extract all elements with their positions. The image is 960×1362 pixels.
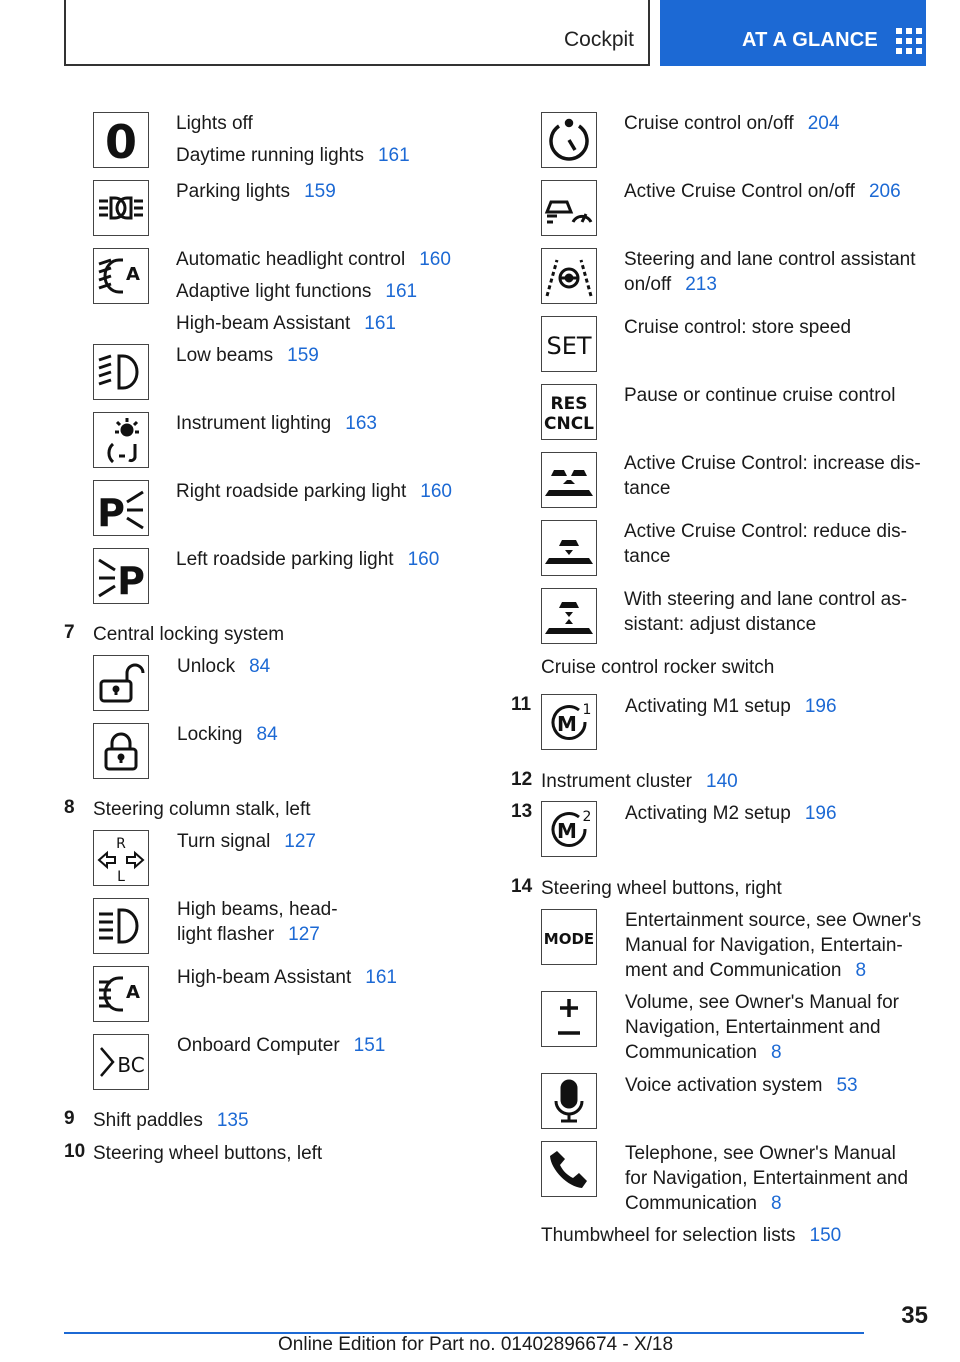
steering-stalk-heading: Steering column stalk, left xyxy=(93,799,311,820)
page-ref-link[interactable]: 135 xyxy=(216,1110,249,1131)
instrument-cluster-entry xyxy=(541,769,738,794)
item-number: 9 xyxy=(64,1108,75,1129)
svg-text:CNCL: CNCL xyxy=(543,414,595,434)
svg-text:A: A xyxy=(126,264,140,285)
page-ref-link[interactable]: 160 xyxy=(419,249,451,270)
m2-setup-icon xyxy=(541,801,597,857)
telephone-label-line3: Communication xyxy=(625,1193,757,1214)
res-cncl-icon xyxy=(541,384,597,440)
left-parking-light-label: Left roadside parking light xyxy=(176,549,394,570)
lights-off-icon xyxy=(93,112,149,168)
page-ref-link[interactable]: 160 xyxy=(407,549,440,570)
shift-paddles-label: Shift paddles xyxy=(93,1110,203,1131)
chapter-tab[interactable] xyxy=(660,0,926,66)
parking-lights-icon xyxy=(93,180,149,236)
mode-entry xyxy=(625,958,866,983)
page-ref-link[interactable]: 161 xyxy=(365,967,397,988)
lock-icon xyxy=(93,723,149,779)
left-parking-light-entry xyxy=(176,547,439,572)
page-ref-link[interactable]: 53 xyxy=(836,1075,858,1096)
page-ref-link[interactable]: 206 xyxy=(868,181,901,202)
right-parking-light-icon xyxy=(93,480,149,536)
left-parking-light-icon xyxy=(93,548,149,604)
high-beam-assistant-entry xyxy=(176,311,396,336)
svg-text:2: 2 xyxy=(582,809,592,825)
volume-icon xyxy=(541,991,597,1047)
item-number: 10 xyxy=(64,1141,86,1162)
locking-entry xyxy=(177,722,278,747)
svg-text:P: P xyxy=(117,559,145,602)
section-tab xyxy=(64,0,650,66)
voice-activation-entry xyxy=(625,1073,858,1098)
instrument-lighting-entry xyxy=(176,411,377,436)
instrument-lighting-label: Instrument lighting xyxy=(176,413,332,434)
svg-text:1: 1 xyxy=(582,702,592,718)
lane-control-label-line1: Steering and lane control assistant xyxy=(624,249,916,270)
high-beam-assistant-label: High-beam Assistant xyxy=(176,313,351,334)
thumbwheel-entry xyxy=(541,1223,841,1248)
svg-text:RES: RES xyxy=(550,394,588,414)
m1-setup-label: Activating M1 setup xyxy=(625,696,791,717)
high-beam-assistant-label-2: High-beam Assistant xyxy=(177,967,352,988)
increase-distance-line1: Active Cruise Control: increase dis- xyxy=(624,453,921,474)
mode-label-line2: Manual for Navigation, Entertain- xyxy=(625,935,903,956)
increase-distance-line2: tance xyxy=(624,478,671,499)
volume-label-line2: Navigation, Entertainment and xyxy=(625,1017,881,1038)
parking-lights-label: Parking lights xyxy=(176,181,291,202)
page-ref-link[interactable]: 161 xyxy=(364,313,396,334)
item-number: 11 xyxy=(511,694,532,715)
steering-buttons-left-heading: Steering wheel buttons, left xyxy=(93,1143,323,1164)
high-beams-icon xyxy=(93,898,149,954)
cruise-control-label: Cruise control on/off xyxy=(624,113,794,134)
svg-text:M: M xyxy=(557,819,577,843)
active-cruise-control-icon xyxy=(541,180,597,236)
page-ref-link[interactable]: 160 xyxy=(420,481,452,502)
set-speed-icon xyxy=(541,316,597,372)
telephone-label-line1: Telephone, see Owner's Manual xyxy=(625,1143,896,1164)
lane-control-icon xyxy=(541,248,597,304)
grid-menu-icon xyxy=(896,28,922,54)
high-beam-assistant-entry-2 xyxy=(177,965,397,990)
locking-label: Locking xyxy=(177,724,243,745)
page-ref-link[interactable]: 161 xyxy=(385,281,418,302)
page-ref-link[interactable]: 140 xyxy=(706,771,738,792)
chapter-title: AT A GLANCE xyxy=(742,29,878,51)
cruise-control-entry xyxy=(624,111,839,136)
page-ref-link[interactable]: 213 xyxy=(685,274,717,295)
reduce-distance-line2: tance xyxy=(624,546,671,567)
svg-text:MODE: MODE xyxy=(543,930,595,948)
item-number: 7 xyxy=(64,622,75,643)
svg-text:SET: SET xyxy=(546,332,592,360)
page-ref-link[interactable]: 159 xyxy=(287,345,319,366)
page-ref-link[interactable]: 151 xyxy=(353,1035,386,1056)
active-cruise-control-entry xyxy=(624,179,901,204)
m1-setup-entry xyxy=(625,694,837,719)
rocker-switch-label: Cruise control rocker switch xyxy=(541,657,775,678)
item-number: 14 xyxy=(511,876,533,897)
section-title: Cockpit xyxy=(563,28,634,51)
svg-text:M: M xyxy=(557,712,577,736)
mode-button-icon xyxy=(541,909,597,965)
m2-setup-entry xyxy=(625,801,837,826)
turn-signal-entry xyxy=(177,829,316,854)
svg-text:0: 0 xyxy=(104,115,138,166)
svg-text:A: A xyxy=(126,982,140,1003)
turn-signal-icon xyxy=(93,830,149,886)
lane-control-entry xyxy=(624,272,717,297)
onboard-computer-entry xyxy=(177,1033,385,1058)
parking-lights-entry xyxy=(176,179,336,204)
m1-setup-icon xyxy=(541,694,597,750)
high-beams-label-line1: High beams, head- xyxy=(177,899,338,920)
microphone-icon xyxy=(541,1073,597,1129)
volume-label-line3: Communication xyxy=(625,1042,757,1063)
lane-control-label-line2: on/off xyxy=(624,274,672,295)
auto-headlight-label: Automatic headlight control xyxy=(176,249,406,270)
volume-entry xyxy=(625,1040,782,1065)
item-number: 8 xyxy=(64,797,75,818)
adjust-distance-line1: With steering and lane control as- xyxy=(624,589,908,610)
reduce-distance-icon xyxy=(541,520,597,576)
page-ref-link[interactable]: 163 xyxy=(345,413,377,434)
instrument-cluster-label: Instrument cluster xyxy=(541,771,692,792)
page-ref-link[interactable]: 8 xyxy=(771,1193,782,1214)
central-locking-heading: Central locking system xyxy=(93,624,285,645)
page-ref-link[interactable]: 196 xyxy=(804,696,837,717)
low-beams-label: Low beams xyxy=(176,345,274,366)
right-parking-light-label: Right roadside parking light xyxy=(176,481,407,502)
page-ref-link[interactable]: 204 xyxy=(807,113,840,134)
svg-text:R: R xyxy=(116,836,126,852)
adaptive-light-label: Adaptive light functions xyxy=(176,281,372,302)
page-ref-link[interactable]: 150 xyxy=(809,1225,842,1246)
m2-setup-label: Activating M2 setup xyxy=(625,803,791,824)
page-ref-link[interactable]: 8 xyxy=(771,1042,782,1063)
svg-text:L: L xyxy=(117,869,125,884)
high-beams-label-line2: light flasher xyxy=(177,924,275,945)
shift-paddles-entry xyxy=(93,1108,249,1133)
adjust-distance-icon xyxy=(541,588,597,644)
volume-label-line1: Volume, see Owner's Manual for xyxy=(625,992,899,1013)
page-header xyxy=(64,0,926,66)
adjust-distance-line2: sistant: adjust distance xyxy=(624,614,817,635)
auto-headlight-icon xyxy=(93,248,149,304)
reduce-distance-line1: Active Cruise Control: reduce dis- xyxy=(624,521,907,542)
turn-signal-label: Turn signal xyxy=(177,831,271,852)
phone-icon xyxy=(541,1141,597,1197)
lights-off-label: Lights off xyxy=(176,113,253,134)
adaptive-light-entry xyxy=(176,279,417,304)
steering-buttons-right-heading: Steering wheel buttons, right xyxy=(541,878,782,899)
active-cruise-control-label: Active Cruise Control on/off xyxy=(624,181,855,202)
page-ref-link[interactable]: 196 xyxy=(804,803,837,824)
page-ref-link[interactable]: 84 xyxy=(249,656,271,677)
item-number: 12 xyxy=(511,769,533,790)
instrument-lighting-icon xyxy=(93,412,149,468)
onboard-computer-label: Onboard Computer xyxy=(177,1035,340,1056)
high-beams-entry xyxy=(177,922,320,947)
mode-label-line1: Entertainment source, see Owner's xyxy=(625,910,922,931)
cruise-control-icon xyxy=(541,112,597,168)
unlock-icon xyxy=(93,655,149,711)
thumbwheel-label: Thumbwheel for selection lists xyxy=(541,1225,796,1246)
onboard-computer-icon xyxy=(93,1034,149,1090)
auto-headlight-entry xyxy=(176,247,451,272)
right-parking-light-entry xyxy=(176,479,452,504)
daytime-lights-entry xyxy=(176,143,410,168)
page-ref-link[interactable]: 84 xyxy=(256,724,278,745)
pause-cruise-label: Pause or continue cruise control xyxy=(624,385,896,406)
svg-text:BC: BC xyxy=(117,1053,145,1077)
voice-activation-label: Voice activation system xyxy=(625,1075,823,1096)
page-ref-link[interactable]: 127 xyxy=(288,924,320,945)
high-beam-assistant-icon xyxy=(93,966,149,1022)
page-ref-link[interactable]: 159 xyxy=(304,181,336,202)
daytime-lights-label: Daytime running lights xyxy=(176,145,364,166)
low-beams-icon xyxy=(93,344,149,400)
page-ref-link[interactable]: 8 xyxy=(855,960,867,981)
store-speed-label: Cruise control: store speed xyxy=(624,317,852,338)
mode-label-line3: ment and Communication xyxy=(625,960,842,981)
svg-text:P: P xyxy=(97,491,125,534)
page-number: 35 xyxy=(901,1302,928,1329)
telephone-label-line2: for Navigation, Entertainment and xyxy=(625,1168,909,1189)
telephone-entry xyxy=(625,1191,782,1216)
unlock-label: Unlock xyxy=(177,656,236,677)
page-ref-link[interactable]: 161 xyxy=(377,145,410,166)
edition-footer: Online Edition for Part no. 01402896674 - X/18 xyxy=(278,1334,674,1355)
increase-distance-icon xyxy=(541,452,597,508)
page-ref-link[interactable]: 127 xyxy=(284,831,316,852)
low-beams-entry xyxy=(176,343,319,368)
item-number: 13 xyxy=(511,801,533,822)
unlock-entry xyxy=(177,654,270,679)
